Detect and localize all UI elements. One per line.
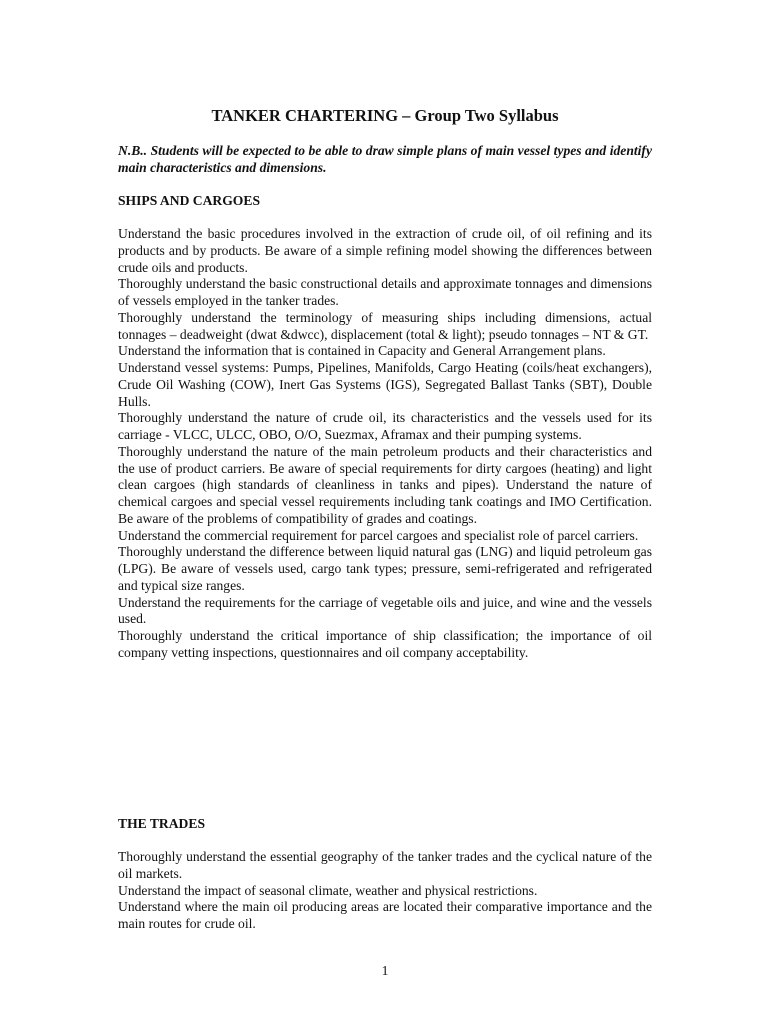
paragraph: Thoroughly understand the nature of crude oil, its characteristics and the vessels used for its carriage - VLCC, ULCC, OBO, O/O, Suezmax, Aframax and their pumping systems. xyxy=(118,410,652,442)
paragraph: Thoroughly understand the nature of the main petroleum products and their characteristics and the use of product carriers. Be aware of special requirements for dirty cargoes (heating) and light clean cargoes (high standards of cleanliness in tanks and pipes). Understand the nature of chemical cargoes and special vessel requirements including tank coatings and IMO Certification. Be aware of the problems of compatibility of grades and coatings. xyxy=(118,443,652,526)
section-heading-ships-and-cargoes: SHIPS AND CARGOES xyxy=(118,193,261,208)
paragraph: Understand the basic procedures involved in the extraction of crude oil, of oil refining and its products and by products. Be aware of a simple refining model showing the differences between crude oils and products. xyxy=(118,226,652,275)
paragraph: Thoroughly understand the essential geography of the tanker trades and the cyclical nature of the oil markets. xyxy=(118,849,652,881)
paragraph: Understand vessel systems: Pumps, Pipelines, Manifolds, Cargo Heating (coils/heat exchangers), Crude Oil Washing (COW), Inert Gas Systems (IGS), Segregated Ballast Tanks (SBT), Double Hulls. xyxy=(118,360,652,409)
paragraph: Understand the information that is contained in Capacity and General Arrangement plans. xyxy=(118,343,606,359)
section-heading-the-trades: THE TRADES xyxy=(118,816,206,831)
nb-note: N.B.. Students will be expected to be able to draw simple plans of main vessel types and identify main characteristics and dimensions. xyxy=(118,143,652,175)
section-body-ships-and-cargoes xyxy=(118,226,652,662)
paragraph: Understand where the main oil producing areas are located their comparative importance and the main routes for crude oil. xyxy=(118,899,652,931)
document-title: TANKER CHARTERING – Group Two Syllabus xyxy=(211,106,559,125)
paragraph: Understand the commercial requirement for parcel cargoes and specialist role of parcel carriers. xyxy=(118,527,639,543)
paragraph: Understand the impact of seasonal climate, weather and physical restrictions. xyxy=(118,882,538,898)
paragraph: Understand the requirements for the carriage of vegetable oils and juice, and wine and the vessels used. xyxy=(118,594,652,627)
paragraph: Thoroughly understand the terminology of measuring ships including dimensions, actual tonnages – deadweight (dwat &dwcc), displacement (total & light); pseudo tonnages – NT & GT. xyxy=(118,309,652,342)
section-body-the-trades xyxy=(118,849,652,933)
paragraph: Thoroughly understand the basic constructional details and approximate tonnages and dimensions of vessels employed in the tanker trades. xyxy=(118,276,652,308)
paragraph: Thoroughly understand the difference between liquid natural gas (LNG) and liquid petroleum gas (LPG). Be aware of vessels used, cargo tank types; pressure, semi-refrigerated and refrigerated and typical size ranges. xyxy=(118,544,652,593)
paragraph: Thoroughly understand the critical importance of ship classification; the importance of oil company vetting inspections, questionnaires and oil company acceptability. xyxy=(118,628,652,660)
page-number: 1 xyxy=(381,963,389,978)
